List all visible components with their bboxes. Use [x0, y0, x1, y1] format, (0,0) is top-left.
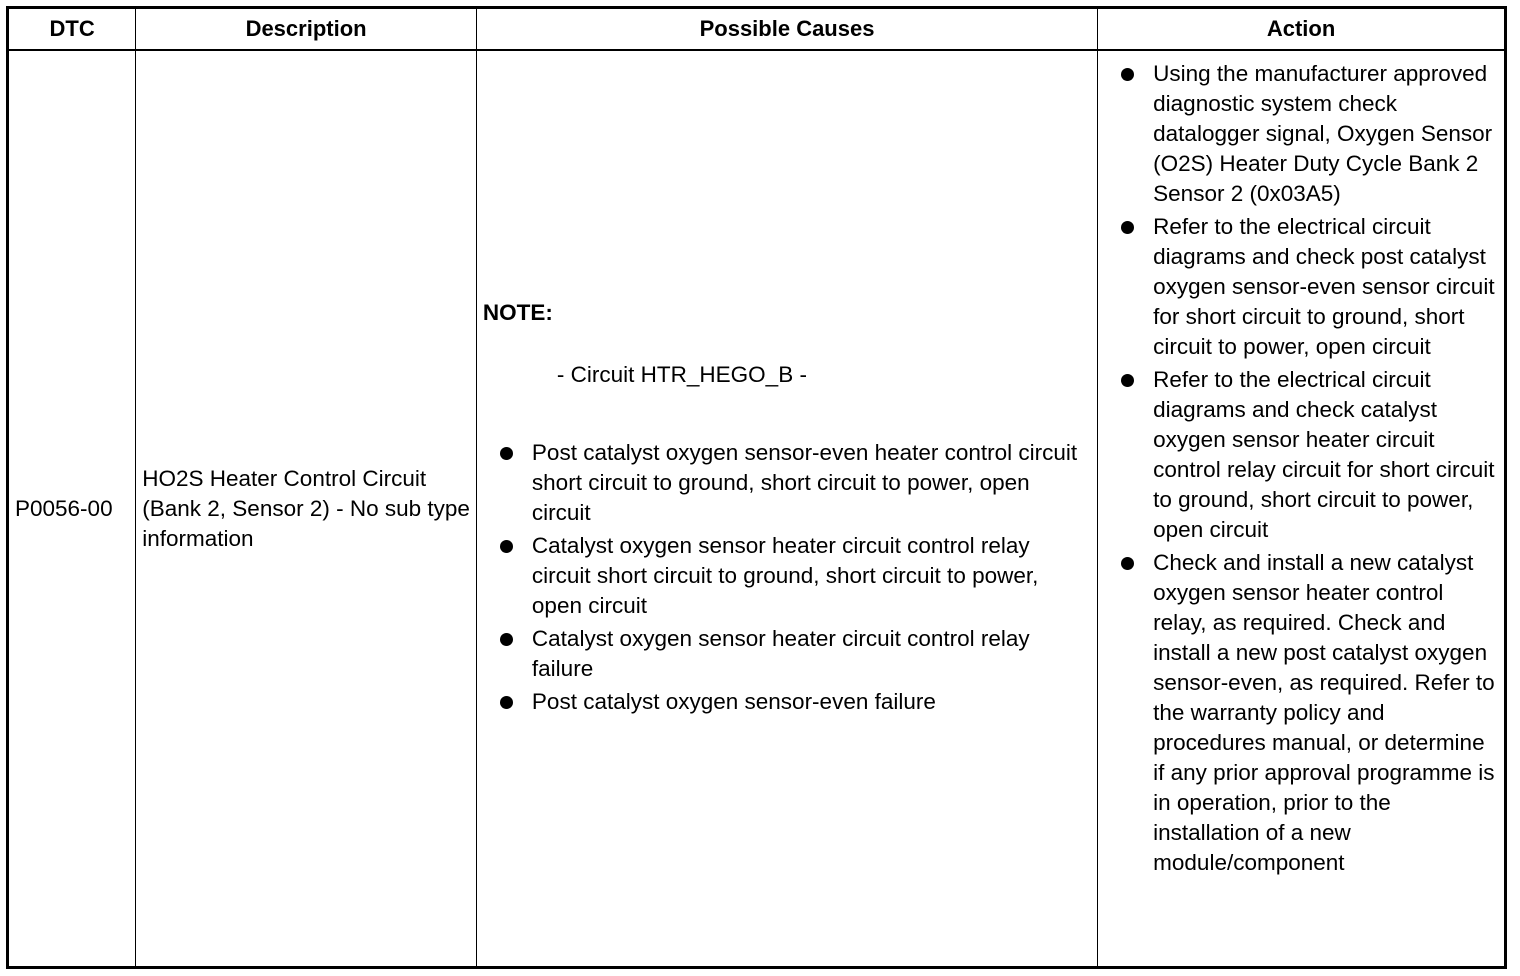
cause-text: Catalyst oxygen sensor heater circuit control relay failure: [531, 625, 1030, 681]
list-item: [483, 624, 1089, 684]
action-cell: [1098, 50, 1506, 968]
list-item: [1098, 212, 1500, 362]
bullet-icon: [500, 447, 513, 460]
bullet-icon: [500, 633, 513, 646]
list-item: [1098, 548, 1500, 878]
cause-text: Catalyst oxygen sensor heater circuit control relay circuit short circuit to ground, short circuit to power, open circuit: [531, 532, 1039, 618]
bullet-icon: [1121, 221, 1134, 234]
list-item: [483, 687, 1089, 717]
dtc-description: HO2S Heater Control Circuit (Bank 2, Sensor 2) - No sub type information: [136, 50, 477, 968]
header-dtc: DTC: [8, 8, 136, 51]
list-item: [1098, 365, 1500, 545]
circuit-name: - Circuit HTR_HEGO_B -: [556, 361, 807, 387]
action-text: Check and install a new catalyst oxygen sensor heater control relay, as required. Check and install a new post catalyst oxygen sensor-even, as required. Refer to the warranty policy and procedures manual, or determine if any prior approval programme is in operation, prior to the installation of a new module/component: [1153, 550, 1495, 875]
possible-causes-cell: [476, 50, 1097, 968]
causes-list: [483, 438, 1089, 717]
header-action: Action: [1098, 8, 1506, 51]
bullet-icon: [1121, 557, 1134, 570]
header-description: Description: [136, 8, 477, 51]
list-item: [1098, 59, 1500, 209]
dtc-table: [6, 6, 1507, 969]
cause-text: Post catalyst oxygen sensor-even failure: [531, 688, 936, 714]
actions-list: [1098, 59, 1500, 878]
note-title: NOTE:: [482, 299, 553, 325]
bullet-icon: [1121, 68, 1134, 81]
list-item: [483, 531, 1089, 621]
dtc-code: P0056-00: [8, 50, 136, 968]
bullet-icon: [500, 696, 513, 709]
action-text: Using the manufacturer approved diagnostic system check datalogger signal, Oxygen Sensor (O2S) Heater Duty Cycle Bank 2 Sensor 2 (0x03A5): [1153, 61, 1493, 206]
cause-text: Post catalyst oxygen sensor-even heater control circuit short circuit to ground, short circuit to power, open circuit: [531, 439, 1078, 525]
action-text: Refer to the electrical circuit diagrams and check post catalyst oxygen sensor-even sensor circuit for short circuit to ground, short circuit to power, open circuit: [1153, 214, 1495, 359]
bullet-icon: [500, 540, 513, 553]
table-header-row: [8, 8, 1506, 51]
list-item: [483, 438, 1089, 528]
bullet-icon: [1121, 374, 1134, 387]
action-text: Refer to the electrical circuit diagrams and check catalyst oxygen sensor heater circuit control relay circuit for short circuit to ground, short circuit to power, open circuit: [1153, 367, 1495, 542]
table-row: [8, 50, 1506, 968]
header-possible-causes: Possible Causes: [476, 8, 1097, 51]
